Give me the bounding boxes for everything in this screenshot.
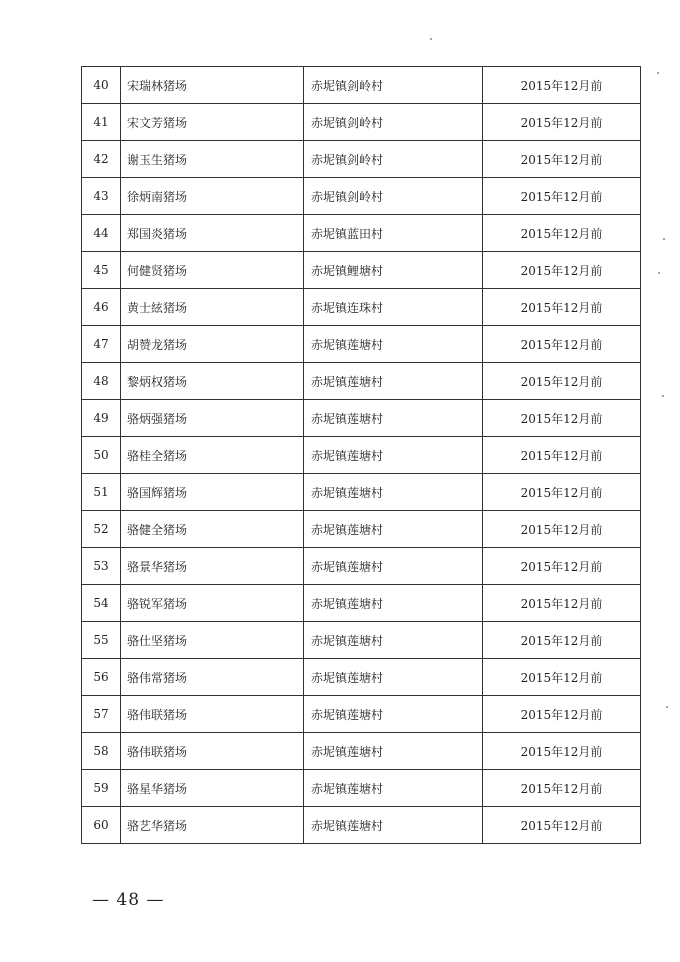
cell-number: 45 [82,252,121,289]
cell-number: 54 [82,585,121,622]
cell-date: 2015年12月前 [483,622,641,659]
scan-speck [657,72,659,74]
cell-farm-name: 黄士絃猪场 [121,289,304,326]
cell-number: 51 [82,474,121,511]
cell-number: 56 [82,659,121,696]
table-row [82,696,641,733]
scan-speck [662,395,664,397]
cell-farm-name: 黎炳权猪场 [121,363,304,400]
table-row [82,733,641,770]
cell-farm-name: 郑国炎猪场 [121,215,304,252]
cell-farm-name: 骆星华猪场 [121,770,304,807]
cell-number: 46 [82,289,121,326]
cell-farm-name: 骆桂全猪场 [121,437,304,474]
cell-number: 49 [82,400,121,437]
cell-location: 赤坭镇莲塘村 [304,437,483,474]
cell-date: 2015年12月前 [483,215,641,252]
table-row [82,474,641,511]
cell-location: 赤坭镇莲塘村 [304,585,483,622]
cell-date: 2015年12月前 [483,141,641,178]
cell-number: 42 [82,141,121,178]
cell-location: 赤坭镇连珠村 [304,289,483,326]
cell-location: 赤坭镇莲塘村 [304,733,483,770]
cell-date: 2015年12月前 [483,437,641,474]
cell-farm-name: 骆炳强猪场 [121,400,304,437]
table-row [82,511,641,548]
cell-farm-name: 骆伟联猪场 [121,733,304,770]
cell-date: 2015年12月前 [483,363,641,400]
table-row [82,622,641,659]
cell-location: 赤坭镇鲤塘村 [304,252,483,289]
cell-date: 2015年12月前 [483,807,641,844]
cell-location: 赤坭镇莲塘村 [304,659,483,696]
cell-number: 59 [82,770,121,807]
scan-speck [666,706,668,708]
table-row [82,659,641,696]
cell-date: 2015年12月前 [483,289,641,326]
scan-speck [663,238,665,240]
cell-date: 2015年12月前 [483,733,641,770]
cell-farm-name: 骆仕坚猪场 [121,622,304,659]
table-row [82,215,641,252]
cell-date: 2015年12月前 [483,104,641,141]
cell-farm-name: 胡赞龙猪场 [121,326,304,363]
cell-date: 2015年12月前 [483,585,641,622]
cell-farm-name: 骆艺华猪场 [121,807,304,844]
cell-farm-name: 宋文芳猪场 [121,104,304,141]
cell-date: 2015年12月前 [483,511,641,548]
table-row [82,437,641,474]
cell-location: 赤坭镇莲塘村 [304,770,483,807]
cell-location: 赤坭镇剑岭村 [304,141,483,178]
cell-date: 2015年12月前 [483,326,641,363]
cell-location: 赤坭镇莲塘村 [304,363,483,400]
cell-location: 赤坭镇剑岭村 [304,104,483,141]
table-row [82,770,641,807]
cell-date: 2015年12月前 [483,770,641,807]
cell-location: 赤坭镇莲塘村 [304,511,483,548]
cell-location: 赤坭镇剑岭村 [304,67,483,104]
cell-farm-name: 谢玉生猪场 [121,141,304,178]
cell-location: 赤坭镇莲塘村 [304,807,483,844]
table-row [82,178,641,215]
cell-location: 赤坭镇蓝田村 [304,215,483,252]
table-row [82,67,641,104]
cell-farm-name: 徐炳南猪场 [121,178,304,215]
cell-farm-name: 何健贤猪场 [121,252,304,289]
cell-location: 赤坭镇莲塘村 [304,326,483,363]
table-row [82,252,641,289]
cell-number: 50 [82,437,121,474]
cell-farm-name: 骆健全猪场 [121,511,304,548]
table-row [82,289,641,326]
table-row [82,548,641,585]
cell-farm-name: 宋瑞林猪场 [121,67,304,104]
cell-number: 57 [82,696,121,733]
cell-number: 43 [82,178,121,215]
cell-farm-name: 骆伟常猪场 [121,659,304,696]
cell-number: 48 [82,363,121,400]
cell-farm-name: 骆国辉猪场 [121,474,304,511]
farm-table [81,66,641,844]
cell-date: 2015年12月前 [483,252,641,289]
table-row [82,400,641,437]
table-row [82,807,641,844]
cell-number: 40 [82,67,121,104]
cell-number: 60 [82,807,121,844]
farm-table-body [82,67,641,844]
cell-location: 赤坭镇莲塘村 [304,400,483,437]
cell-location: 赤坭镇莲塘村 [304,474,483,511]
cell-date: 2015年12月前 [483,659,641,696]
cell-farm-name: 骆伟联猪场 [121,696,304,733]
cell-location: 赤坭镇剑岭村 [304,178,483,215]
table-row [82,104,641,141]
table-row [82,585,641,622]
cell-location: 赤坭镇莲塘村 [304,696,483,733]
cell-date: 2015年12月前 [483,400,641,437]
cell-date: 2015年12月前 [483,696,641,733]
table-row [82,141,641,178]
cell-farm-name: 骆锐军猪场 [121,585,304,622]
cell-number: 55 [82,622,121,659]
cell-location: 赤坭镇莲塘村 [304,622,483,659]
table-row [82,326,641,363]
cell-number: 58 [82,733,121,770]
cell-date: 2015年12月前 [483,178,641,215]
scan-speck [658,272,660,274]
cell-number: 53 [82,548,121,585]
cell-date: 2015年12月前 [483,474,641,511]
cell-farm-name: 骆景华猪场 [121,548,304,585]
cell-number: 44 [82,215,121,252]
cell-date: 2015年12月前 [483,548,641,585]
cell-number: 41 [82,104,121,141]
cell-date: 2015年12月前 [483,67,641,104]
cell-number: 47 [82,326,121,363]
page-number: — 48 — [92,890,165,910]
cell-number: 52 [82,511,121,548]
scan-speck [430,38,432,40]
table-row [82,363,641,400]
cell-location: 赤坭镇莲塘村 [304,548,483,585]
